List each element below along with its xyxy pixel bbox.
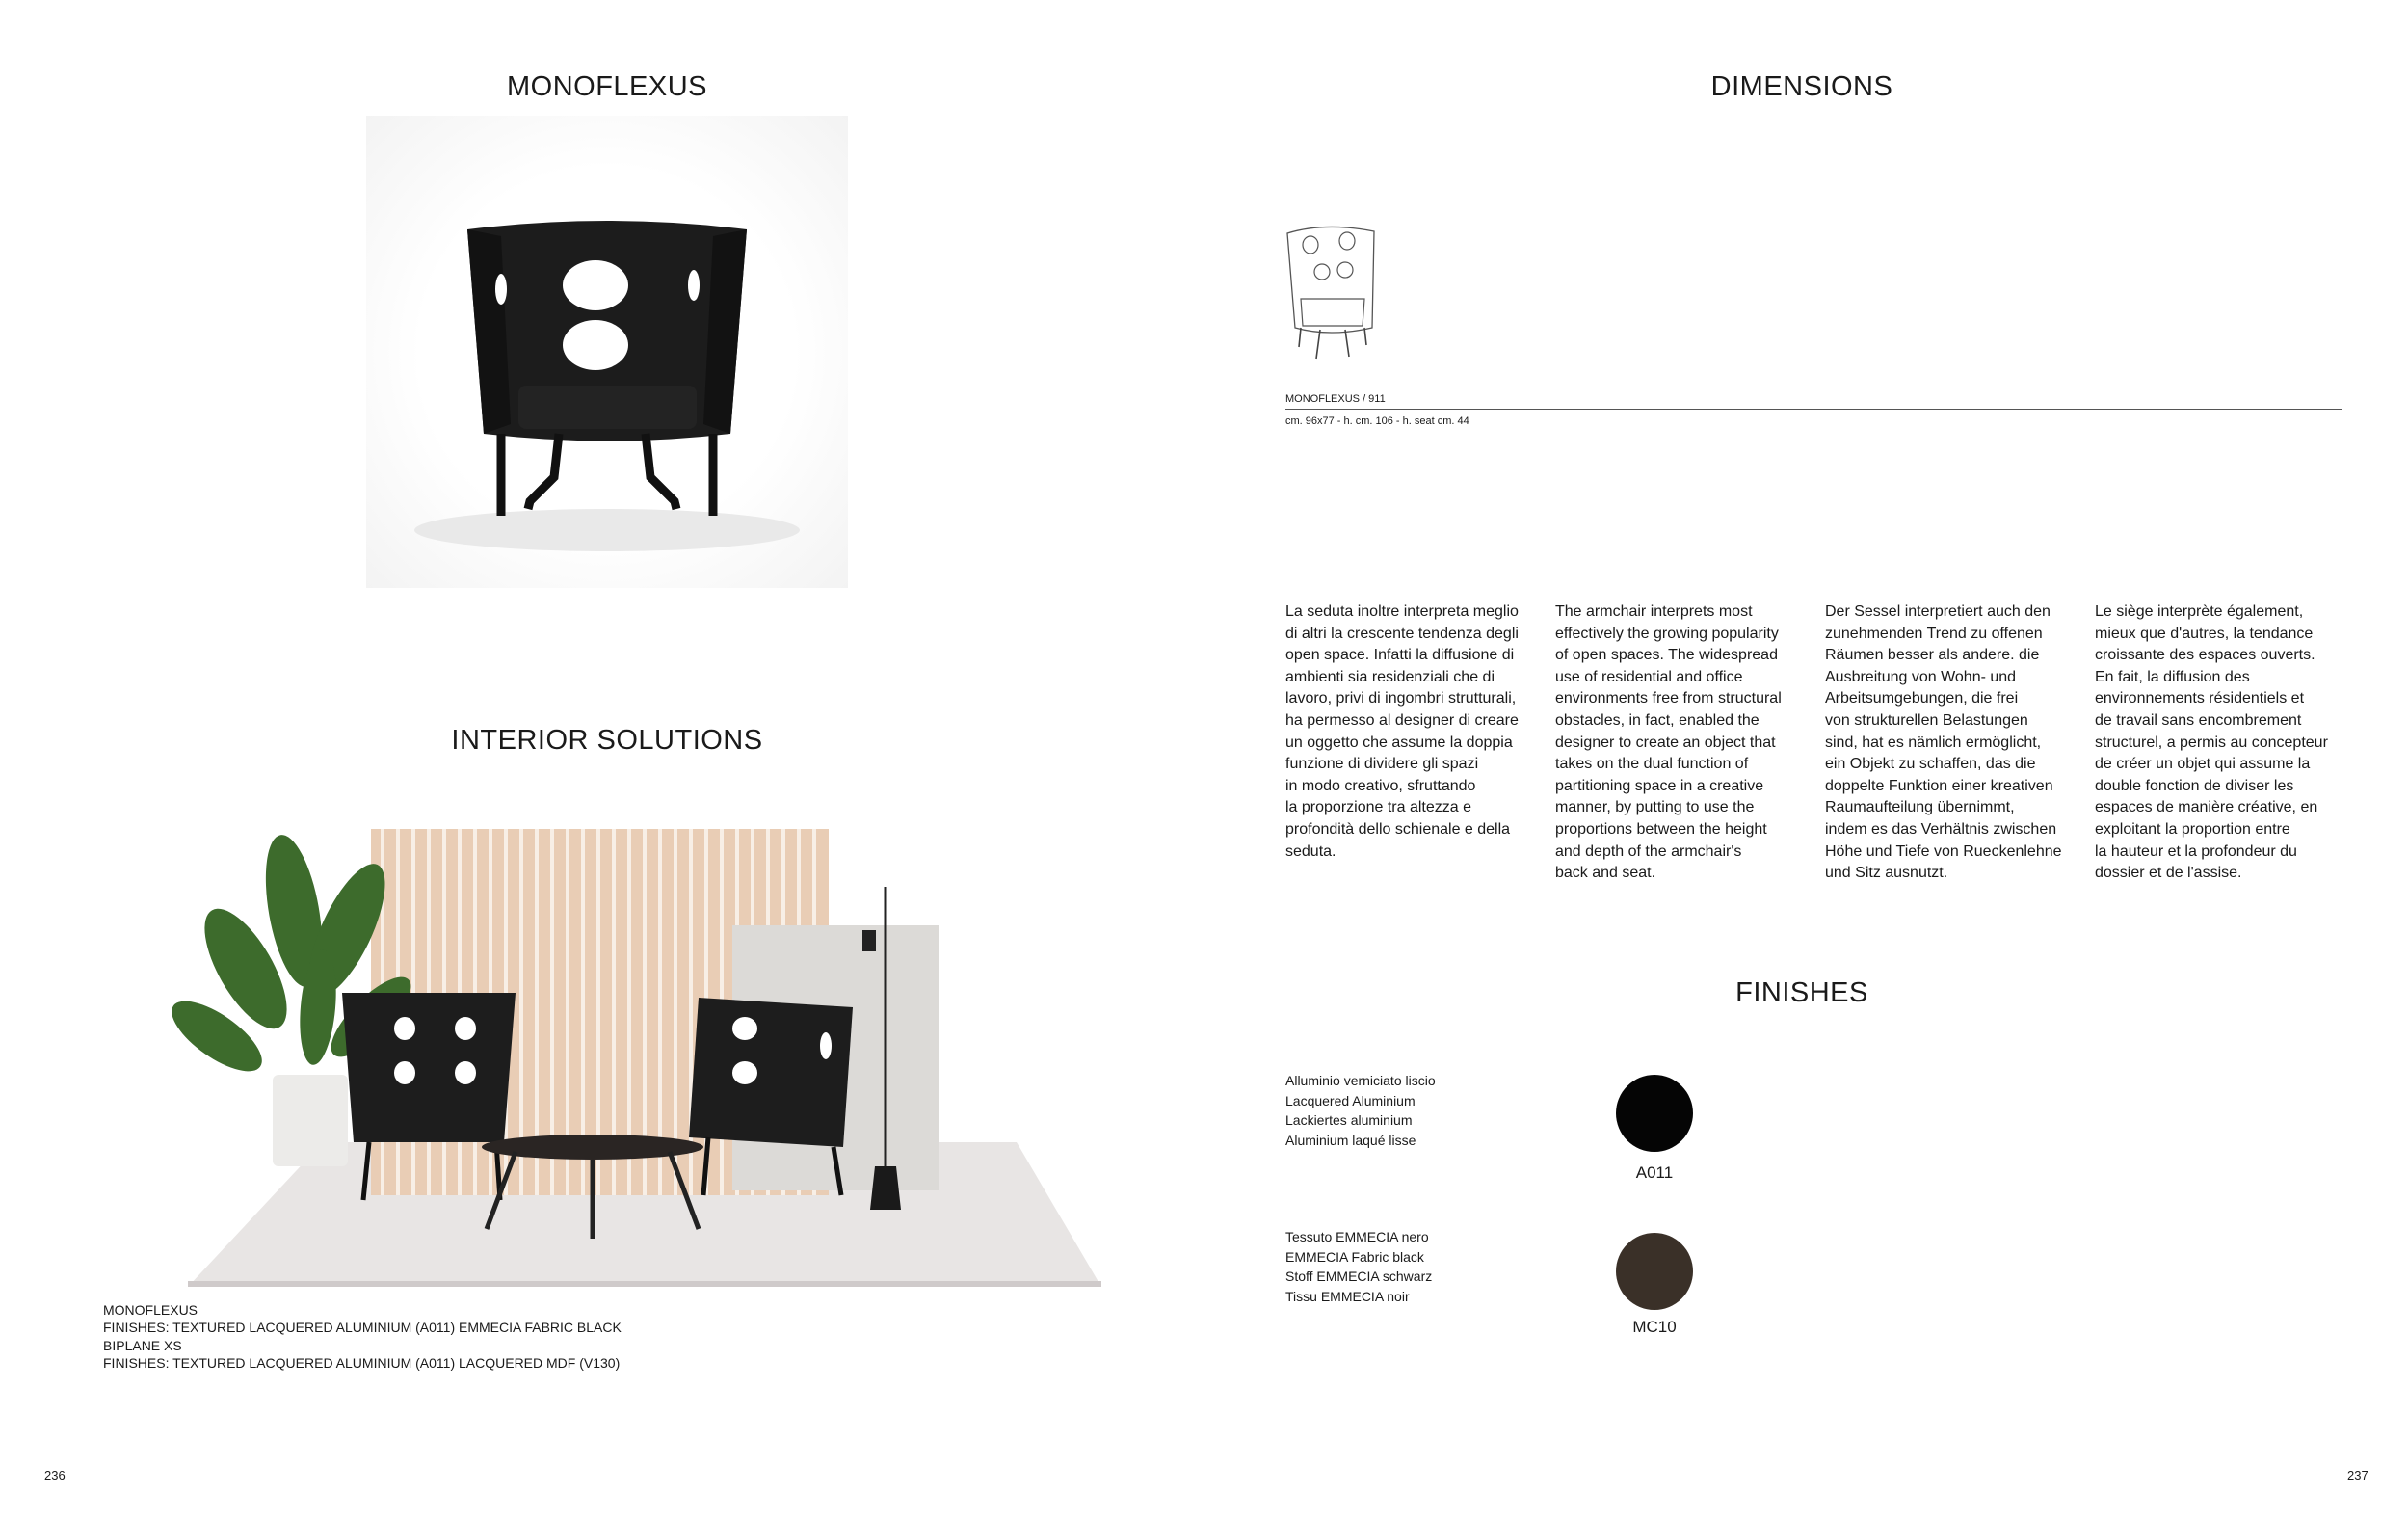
caption-line-2: FINISHES: TEXTURED LACQUERED ALUMINIUM (A011) EMMECIA FABRIC BLACK bbox=[103, 1320, 622, 1335]
finish-swatch-mc10 bbox=[1616, 1233, 1693, 1310]
product-photo bbox=[366, 116, 848, 588]
divider-line bbox=[1285, 409, 2342, 410]
description-english: The armchair interprets most effectively the growing popularity of open spaces. The widespread use of residential and office environments free from structural obstacles, in fact, enabled the designer to create an object that takes on the dual function of partitioning space in a creative manner, by putting to use the proportions between the height and depth of the armchair's back and seat. bbox=[1555, 603, 1782, 882]
interior-scene-photo bbox=[101, 814, 1103, 1287]
caption-line-4: FINISHES: TEXTURED LACQUERED ALUMINIUM (A011) LACQUERED MDF (V130) bbox=[103, 1355, 621, 1371]
caption-line-1: MONOFLEXUS bbox=[103, 1302, 198, 1318]
finish-code-mc10: MC10 bbox=[1632, 1318, 1677, 1336]
model-dimensions: cm. 96x77 - h. cm. 106 - h. seat cm. 44 bbox=[1285, 415, 1469, 427]
finish-swatch-a011 bbox=[1616, 1075, 1693, 1152]
finish-code-a011: A011 bbox=[1635, 1163, 1674, 1182]
caption-line-3: BIPLANE XS bbox=[103, 1338, 182, 1353]
finish-a011-names: Alluminio verniciato liscio Lacquered Aluminium Lackiertes aluminium Aluminium laqué lisse bbox=[1285, 1073, 1436, 1148]
interior-solutions-title: INTERIOR SOLUTIONS bbox=[451, 725, 763, 756]
page-number-left: 236 bbox=[44, 1468, 66, 1482]
description-german: Der Sessel interpretiert auch den zunehmenden Trend zu offenen Räumen besser als andere. die Ausbreitung von Wohn- und Arbeitsumgebungen, die frei von strukturellen Belastungen sind, hat es nämlich ermöglicht, ein Objekt zu schaffen, das die doppelte Funktion einer kreativen Raumaufteilung übernimmt, indem es das Verhältnis zwischen Höhe und Tiefe von Rueckenlehne und Sitz ausnutzt. bbox=[1825, 603, 2062, 882]
page-number-right: 237 bbox=[2347, 1468, 2368, 1482]
model-label: MONOFLEXUS / 911 bbox=[1285, 393, 1386, 405]
product-title: MONOFLEXUS bbox=[506, 71, 708, 102]
finish-mc10-names: Tessuto EMMECIA nero EMMECIA Fabric black Stoff EMMECIA schwarz Tissu EMMECIA noir bbox=[1285, 1229, 1433, 1304]
finishes-title: FINISHES bbox=[1735, 977, 1868, 1008]
description-french: Le siège interprète également, mieux que d'autres, la tendance croissante des espaces ouverts. En fait, la diffusion des environnements résidentiels et de travail sans encombrement structurel, a permis au concepteur de créer un objet qui assume la double fonction de diviser les espaces de manière créative, en exploitant la proportion entre la hauteur et la profondeur du dossier et de l'assise. bbox=[2095, 603, 2328, 882]
chair-line-drawing bbox=[1282, 222, 1378, 366]
description-italian: La seduta inoltre interpreta meglio di altri la crescente tendenza degli open space. Infatti la diffusione di ambienti sia residenziali che di lavoro, privi di ingombri strutturali, ha permesso al designer di creare un oggetto che assume la doppia funzione di dividere gli spazi in modo creativo, sfruttando la proporzione tra altezza e profondità dello schienale e della seduta. bbox=[1285, 603, 1519, 860]
dimensions-title: DIMENSIONS bbox=[1710, 71, 1893, 102]
